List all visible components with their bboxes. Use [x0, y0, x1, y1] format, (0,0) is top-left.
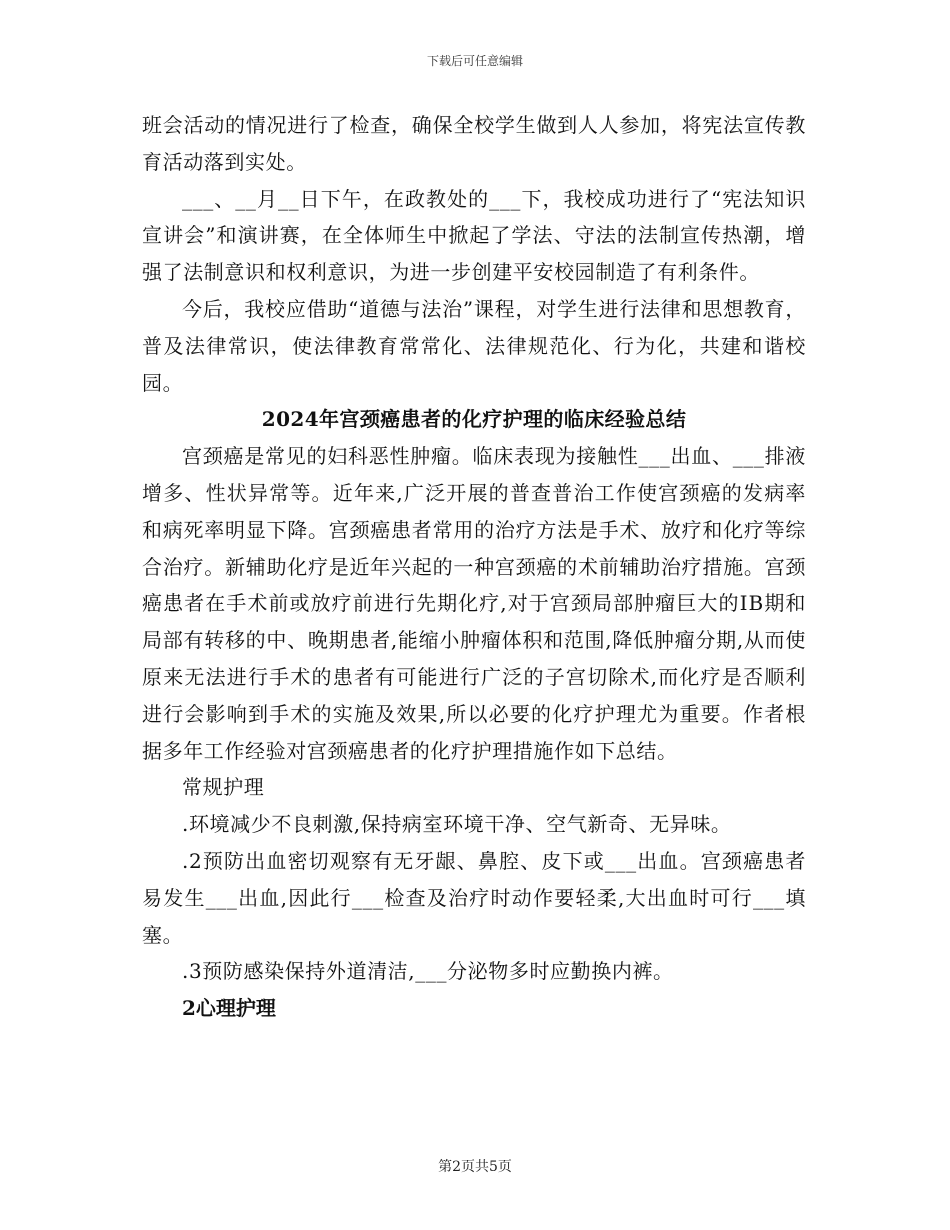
intro-paragraph: 宫颈癌是常见的妇科恶性肿瘤。临床表现为接触性___出血、___排液增多、性状异常等。近年来,广泛开展的普查普治工作使宫颈癌的发病率和病死率明显下降。宫颈癌患者常用的治疗方法是手术、放疗和化疗等综合治疗。新辅助化疗是近年兴起的一种宫颈癌的术前辅助治疗措施。宫颈癌患者在手术前或放疗前进行先期化疗,对于宫颈局部肿瘤巨大的ⅠB期和局部有转移的中、晚期患者,能缩小肿瘤体积和范围,降低肿瘤分期,从而使原来无法进行手术的患者有可能进行广泛的子宫切除术,而化疗是否顺利进行会影响到手术的实施及效果,所以必要的化疗护理尤为重要。作者根据多年工作经验对宫颈癌患者的化疗护理措施作如下总结。	[142, 444, 806, 763]
paragraph: 今后，我校应借助“道德与法治”课程，对学生进行法律和思想教育，普及法律常识，使法律教育常常化、法律规范化、行为化，共建和谐校园。	[142, 296, 806, 395]
document-body	[142, 107, 806, 1027]
page-header: 下载后可任意编辑	[426, 54, 523, 68]
list-item: .3预防感染保持外道清洁,___分泌物多时应勤换内裤。	[182, 959, 674, 984]
subheading-psychological-care: 2心理护理	[182, 996, 276, 1021]
list-item: .环境减少不良刺激,保持病室环境干净、空气新奇、无异味。	[182, 812, 732, 837]
paragraph: 班会活动的情况进行了检查，确保全校学生做到人人参加，将宪法宣传教育活动落到实处。	[142, 113, 806, 174]
list-item: .2预防出血密切观察有无牙龈、鼻腔、皮下或___出血。宫颈癌患者易发生___出血,因此行___检查及治疗时动作要轻柔,大出血时可行___填塞。	[142, 848, 806, 947]
section-title: 2024年宫颈癌患者的化疗护理的临床经验总结	[261, 407, 687, 432]
paragraph: ___、__月__日下午，在政教处的___下，我校成功进行了“宪法知识宣讲会”和演讲赛，在全体师生中掀起了学法、守法的法制宣传热潮，增强了法制意识和权利意识，为进一步创建平安校园制造了有利条件。	[142, 186, 806, 285]
page-number: 第2页共5页	[438, 1159, 512, 1175]
routine-care-heading: 常规护理	[182, 775, 265, 800]
